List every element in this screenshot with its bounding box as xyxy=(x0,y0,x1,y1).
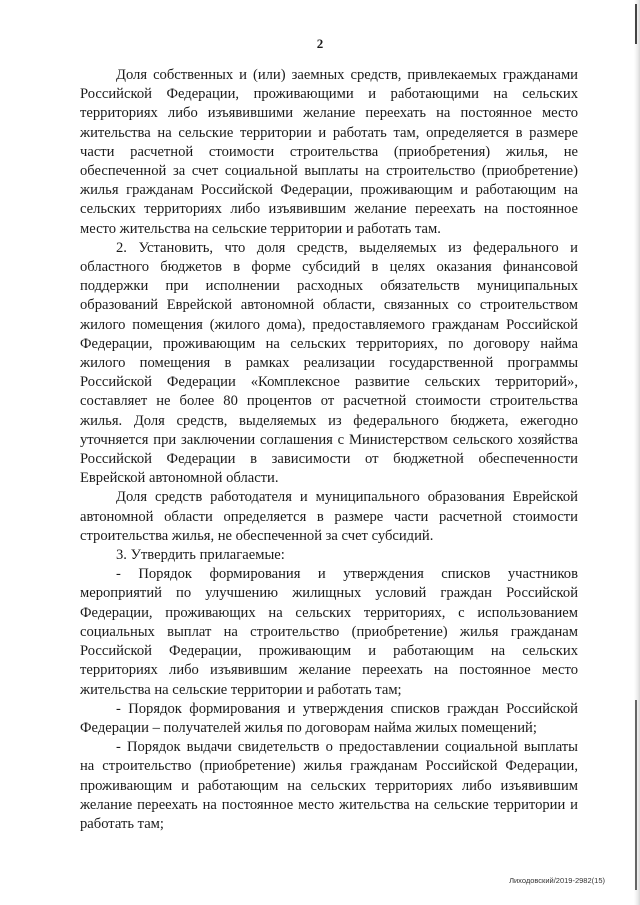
paragraph-item-2-subsidies: 2. Установить, что доля средств, выделяемых из федерального и областного бюджетов в форме субсидий в целях оказания финансовой поддержки при исполнении расходных обязательств муниципальных образований Еврейской автономной области, связанных со строительством жилого помещения (жилого дома), предоставляемого гражданам Российской Федерации, проживающим на сельских территориях, по договору найма жилого помещения в рамках реализации государственной программы Российской Федерации «Комплексное развитие сельских территорий», составляет не более 80 процентов от расчетной стоимости строительства жилья. Доля средств, выделяемых из федерального бюджета, ежегодно уточняется при заключении соглашения с Министерством сельского хозяйства Российской Федерации в зависимости от бюджетной обеспеченности Еврейской автономной области. xyxy=(80,239,578,487)
document-body xyxy=(80,66,578,834)
paragraph-item-3-approve: 3. Утвердить прилагаемые: xyxy=(116,547,285,564)
list-item-procedure-certificates: - Порядок выдачи свидетельств о предоставлении социальной выплаты на строительство (приобретение) жилья гражданам Российской Федерации, проживающим и работающим на сельских территориях либо изъявившим желание переехать на постоянное место жительства на сельские территории и работать там; xyxy=(80,739,578,832)
list-item-procedure-participants: - Порядок формирования и утверждения списков участников мероприятий по улучшению жилищных условий граждан Российской Федерации, проживающих на сельских территориях, с использованием социальных выплат на строительство (приобретение) жилья гражданам Российской Федерации, проживающим и работающим на сельских территориях либо изъявившим желание переехать на постоянное место жительства на сельские территории и работать там; xyxy=(80,566,578,698)
paragraph-employer-funds-share: Доля средств работодателя и муниципального образования Еврейской автономной области определяется в размере части расчетной стоимости строительства жилья, не обеспеченной за счет субсидий. xyxy=(80,489,578,544)
scan-edge-mark-top xyxy=(635,4,637,44)
page-number: 2 xyxy=(316,36,324,51)
document-code-footer: Лиходовский/2019-2982(15) xyxy=(509,876,605,885)
paragraph-own-funds-share: Доля собственных и (или) заемных средств, привлекаемых гражданами Российской Федерации, проживающими и работающими на сельских территориях либо изъявившими желание переехать на постоянное место жительства на сельские территории и работать там, определяется в размере части расчетной стоимости строительства (приобретения) жилья, не обеспеченной за счет социальной выплаты на строительство (приобретение) жилья гражданам Российской Федерации, проживающим и работающим на сельских территориях либо изъявившим желание переехать на постоянное место жительства на сельские территории и работать там. xyxy=(80,67,578,237)
list-item-procedure-housing-recipients: - Порядок формирования и утверждения списков граждан Российской Федерации – получателей жилья по договорам найма жилых помещений; xyxy=(80,700,578,736)
scan-edge-mark-bottom xyxy=(635,700,637,890)
